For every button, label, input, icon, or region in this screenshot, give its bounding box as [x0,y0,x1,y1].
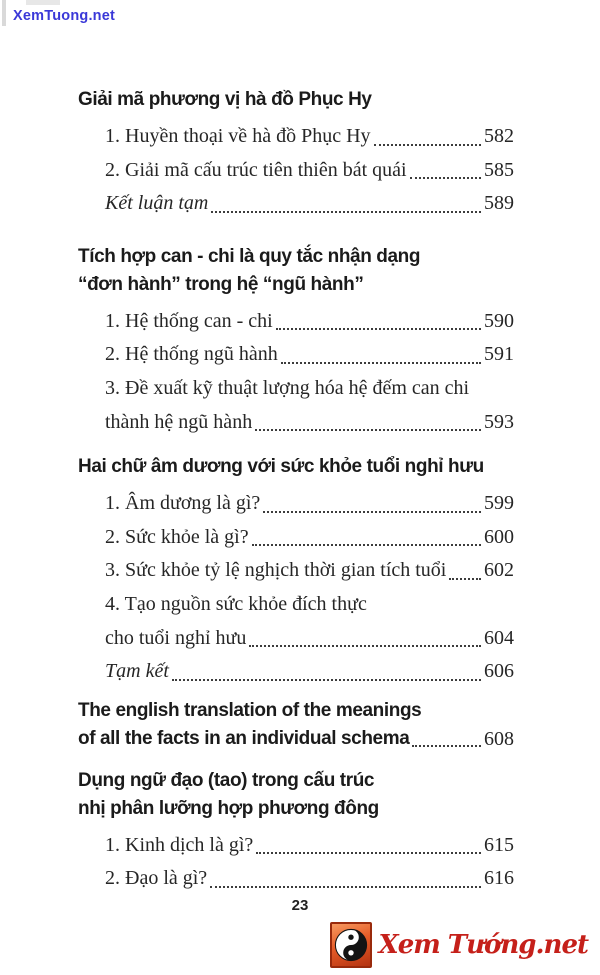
toc-entry [105,120,514,154]
entry-label-line1: 3. Đề xuất kỹ thuật lượng hóa hệ đếm can chi [105,376,470,399]
heading-line: nhị phân lưỡng hợp phương đông [78,797,379,819]
entry-label: 3. Sức khỏe tỷ lệ nghịch thời gian tích tuổi [105,559,447,582]
page-ref: 602 [484,559,514,582]
dot-leader [374,144,481,146]
toc-entry [105,154,514,188]
scan-artifact-edge [2,0,6,26]
section-heading [78,767,514,823]
entry-label: 2. Sức khỏe là gì? [105,525,249,548]
toc-entry-italic [105,655,514,689]
dot-leader [210,886,481,888]
toc-entry [105,305,514,339]
page-ref: 608 [484,727,514,750]
toc-entry [105,829,514,863]
section-entries [78,829,514,896]
entry-label: Tạm kết [105,660,169,683]
dot-leader [276,328,481,330]
toc-entry [105,862,514,896]
entry-label: 2. Giải mã cấu trúc tiên thiên bát quái [105,158,407,181]
dot-leader [255,429,481,431]
logo-text: Xem Tướng.net [378,930,588,960]
section-heading: Giải mã phương vị hà đồ Phục Hy [78,89,372,110]
page-ref: 606 [484,660,514,683]
toc-section-phuc-hy [78,86,514,221]
page-ref: 585 [484,158,514,181]
page-ref: 600 [484,525,514,548]
toc-entry [105,487,514,521]
toc-entry [105,338,514,372]
section-heading: The english translation of the meanings [78,699,422,721]
page-ref: 599 [484,492,514,515]
toc-entry-italic [105,187,514,221]
dot-leader [410,177,481,179]
entry-label: 1. Hệ thống can - chi [105,309,273,332]
section-entries [78,120,514,221]
toc-section-dao-tao [78,767,514,896]
entry-line2 [105,622,514,656]
site-logo[interactable] [330,922,588,968]
watermark-link[interactable]: XemTuong.net [13,8,116,24]
yin-yang-icon [330,922,372,968]
scan-artifact-smudge [26,0,60,5]
toc-entry-multiline [105,588,514,655]
dot-leader [263,511,481,513]
table-of-contents [78,86,514,918]
section-entries [78,305,514,439]
dot-leader [249,645,481,647]
toc-entry [105,521,514,555]
heading-line: Dụng ngữ đạo (tao) trong cấu trúc [78,769,375,791]
dot-leader [256,852,481,854]
section-entries [78,487,514,689]
page-ref: 593 [484,410,514,433]
toc-section-am-duong [78,453,514,689]
toc-section-can-chi [78,243,514,439]
section-heading [78,243,514,299]
heading-line: Tích hợp can - chi là quy tắc nhận dạng [78,245,421,267]
page-ref: 589 [484,192,514,215]
entry-label-line1: 4. Tạo nguồn sức khỏe đích thực [105,592,367,615]
page-ref: 616 [484,867,514,890]
toc-entry-multiline [105,372,514,439]
entry-line2 [105,406,514,440]
heading-line: “đơn hành” trong hệ “ngũ hành” [78,273,364,295]
section-heading: Hai chữ âm dương với sức khỏe tuổi nghỉ hưu [78,456,484,478]
entry-label-line2: cho tuổi nghỉ hưu [105,626,247,649]
section-heading-tail [78,725,514,753]
entry-label: 2. Đạo là gì? [105,867,208,890]
dot-leader [412,745,481,747]
entry-label: 2. Hệ thống ngũ hành [105,343,278,366]
dot-leader [281,362,481,364]
dot-leader [449,578,481,580]
heading-line: of all the facts in an individual schema [78,727,410,749]
entry-label: 1. Âm dương là gì? [105,492,261,515]
page-ref: 591 [484,343,514,366]
toc-entry [105,554,514,588]
page-ref: 604 [484,626,514,649]
entry-label-line2: thành hệ ngũ hành [105,410,253,433]
page-number: 23 [291,897,309,914]
page-ref: 590 [484,309,514,332]
dot-leader [211,211,481,213]
dot-leader [252,544,481,546]
entry-label: 1. Kinh dịch là gì? [105,833,254,856]
entry-label: 1. Huyền thoại về hà đồ Phục Hy [105,125,371,147]
dot-leader [172,679,481,681]
entry-label: Kết luận tạm [105,192,209,215]
toc-section-english-translation [78,697,514,753]
page-ref: 615 [484,833,514,856]
page-ref: 582 [484,125,514,147]
